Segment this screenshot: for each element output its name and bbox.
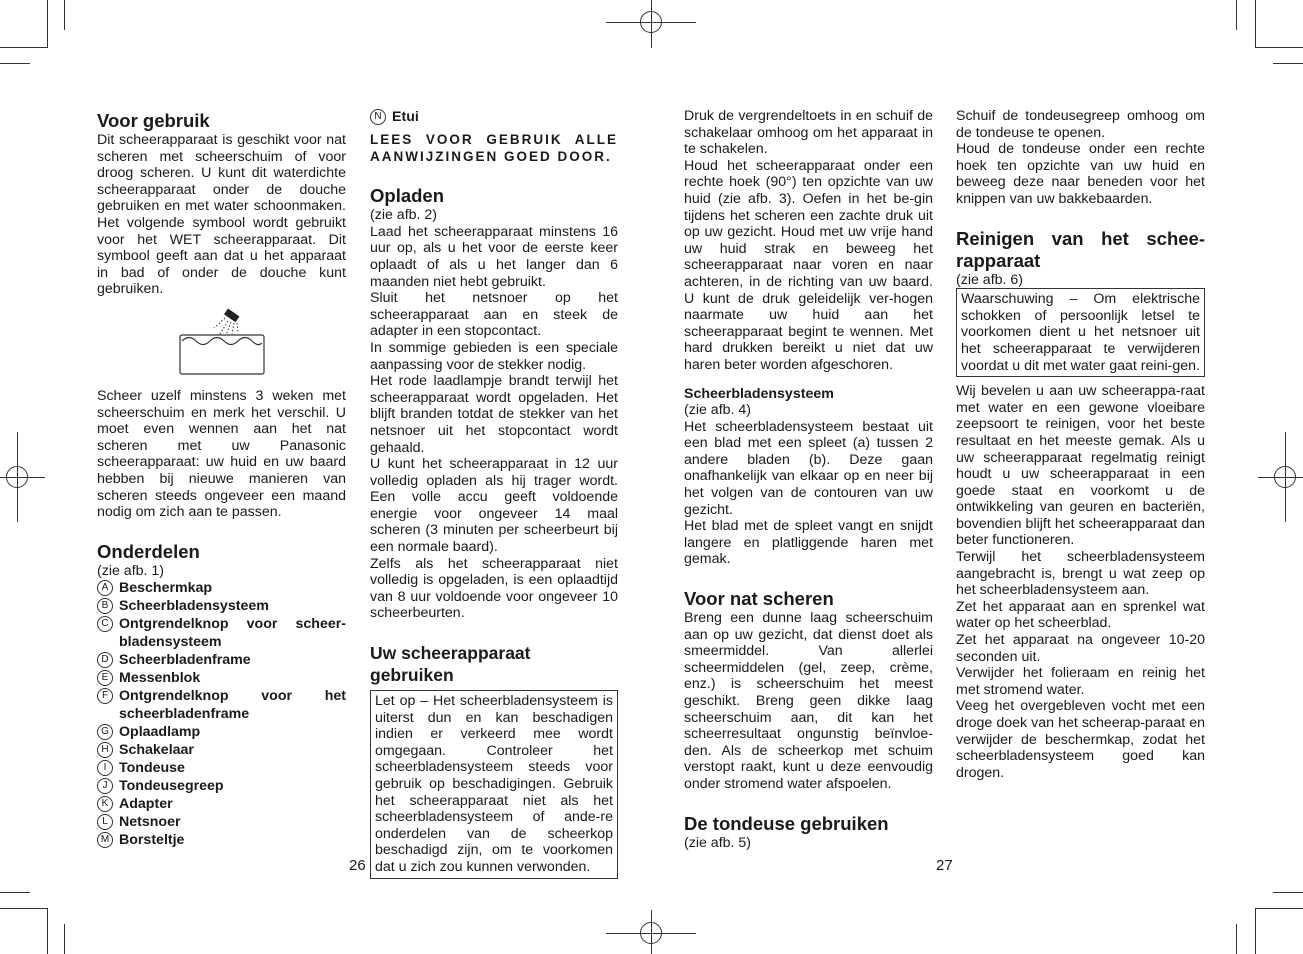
paragraph: U kunt het scheerapparaat in 12 uur volledig opladen als hij trager wordt. Een volle accu geeft voldoende energie voor ongeveer 14 maal scheren (3 minuten per scheerbeurt bij een normale baard). bbox=[370, 456, 618, 556]
section-title-tondeuse: De tondeuse gebruiken bbox=[684, 812, 889, 834]
column-2 bbox=[370, 108, 618, 879]
warning-text: Waarschuwing – Om elektrische schokken of persoonlijk letsel te voorkomen dient u het netsnoer uit het scheerapparaat te verwijderen voordat u dit met water gaat reini-gen. bbox=[961, 291, 1200, 374]
paragraph: Scheer uzelf minstens 3 weken met scheerschuim en merk het verschil. U moet even wennen aan het nat scheren met uw Panasonic scheerapparaat: uw huid en uw baard hebben bij nieuwe manieren van scheren steeds ongeveer een maand nodig om zich aan te passen. bbox=[97, 387, 346, 521]
figure-reference: (zie afb. 5) bbox=[684, 834, 752, 851]
list-item: M Borsteltje bbox=[97, 831, 346, 849]
subsection-title: Scheerbladensysteem bbox=[684, 385, 834, 402]
paragraph: Breng een dunne laag scheerschuim aan op uw gezicht, dat dienst doet als smeermiddel. Van allerlei scheermiddelen (gel, zeep, crème, enz.) is scheerschuim het meest geschikt. Breng geen dikke laag scheerschuim aan, dit kan het scheerresultaat ongunstig beïnvloe-den. Als de scheerkop met schuim verstopt raakt, kunt u deze eenvoudig onder stromend water afspoelen. bbox=[684, 610, 933, 792]
figure-reference: (zie afb. 1) bbox=[97, 562, 165, 579]
list-item: E Messenblok bbox=[97, 669, 346, 687]
paragraph: Terwijl het scheerbladensysteem aangebracht is, brengt u wat zeep op het scheerbladensysteem aan. bbox=[956, 549, 1205, 599]
caution-text: Let op – Het scheerbladensysteem is uiterst dun en kan beschadigen indien er verkeerd mee wordt omgegaan. Controleer het scheerbladensysteem steeds voor gebruik op beschadigingen. Gebruik het scheerapparaat niet als het scheerbladensysteem of ande-re onderdelen van de scheerkop beschadigd zijn, om te voorkomen dat u zich zou kunnen verwonden. bbox=[375, 693, 613, 875]
list-item: N Etui bbox=[370, 108, 618, 126]
section-title-reinigen: Reinigen van het schee-rapparaat bbox=[956, 227, 1205, 271]
section-title-voor-gebruik: Voor gebruik bbox=[97, 110, 210, 131]
section-title-nat-scheren: Voor nat scheren bbox=[684, 588, 834, 610]
section-title-opladen: Opladen bbox=[370, 185, 445, 207]
list-item: A Beschermkap bbox=[97, 579, 346, 597]
paragraph: Druk de vergrendeltoets in en schuif de schakelaar omhoog om het apparaat in te schakelen. bbox=[684, 108, 933, 158]
figure-reference: (zie afb. 6) bbox=[956, 271, 1024, 288]
parts-list bbox=[97, 579, 346, 849]
figure-reference: (zie afb. 4) bbox=[684, 402, 752, 419]
paragraph: Het blad met de spleet vangt en snijdt langere en platliggende haren met gemak. bbox=[684, 518, 933, 568]
list-item: H Schakelaar bbox=[97, 741, 346, 759]
parts-list-continued bbox=[370, 108, 618, 126]
list-item: K Adapter bbox=[97, 795, 346, 813]
section-title-onderdelen: Onderdelen bbox=[97, 540, 200, 562]
paragraph: Houd de tondeuse onder een rechte hoek ten opzichte van uw huid en beweeg deze naar beneden voor het knippen van uw bakkebaarden. bbox=[956, 141, 1205, 207]
paragraph: Het rode laadlampje brandt terwijl het scheerapparaat wordt opgeladen. Het blijft branden totdat de stekker van het netsnoer uit het stopcontact wordt gehaald. bbox=[370, 373, 618, 456]
column-4 bbox=[956, 108, 1205, 781]
paragraph: Dit scheerapparaat is geschikt voor nat scheren met scheerschuim of voor droog scheren. U kunt dit waterdichte scheerapparaat onder de douche gebruiken en met water schoonmaken. Het volgende symbool wordt gebruikt voor het WET scheerapparaat. Dit symbool geeft aan dat u het apparaat in bad of onder de douche kunt gebruiken. bbox=[97, 132, 346, 298]
list-item: G Oplaadlamp bbox=[97, 723, 346, 741]
column-1 bbox=[97, 110, 346, 849]
section-title-gebruiken: Uw scheerapparaat gebruiken bbox=[370, 643, 531, 686]
page-number: 26 bbox=[349, 857, 366, 874]
list-item: D Scheerbladenframe bbox=[97, 651, 346, 669]
paragraph: Schuif de tondeusegreep omhoog om de tondeuse te openen. bbox=[956, 108, 1205, 141]
list-item: J Tondeusegreep bbox=[97, 777, 346, 795]
paragraph: Zelfs als het scheerapparaat niet volledig is opgeladen, is een oplaadtijd van 8 uur voldoende voor ongeveer 10 scheerbeurten. bbox=[370, 555, 618, 622]
paragraph: Zet het apparaat aan en sprenkel wat water op het scheerblad. bbox=[956, 598, 1205, 632]
caution-box bbox=[370, 690, 618, 879]
figure-reference: (zie afb. 2) bbox=[370, 207, 438, 224]
paragraph: Wij bevelen u aan uw scheerappa-raat met water en een gewone vloeibare zeepsoort te reinigen, voor het beste resultaat en het meeste gemak. Als u uw scheerapparaat regelmatig reinigt houdt u uw scheerapparaat in een goede staat en voorkomt u de ontwikkeling van geuren en bacteriën, bovendien blijft het scheerapparaat dan beter functioneren. bbox=[956, 383, 1205, 549]
list-item: I Tondeuse bbox=[97, 759, 346, 777]
paragraph: Zet het apparaat na ongeveer 10-20 seconden uit. bbox=[956, 632, 1205, 665]
list-item: F Ontgrendelknop voor het scheerbladenframe bbox=[97, 687, 346, 723]
paragraph: In sommige gebieden is een speciale aanpassing voor de stekker nodig. bbox=[370, 339, 618, 373]
list-item: L Netsnoer bbox=[97, 813, 346, 831]
list-item: B Scheerbladensysteem bbox=[97, 597, 346, 615]
column-3 bbox=[684, 108, 933, 851]
paragraph: Laad het scheerapparaat minstens 16 uur op, als u het voor de eerste keer oplaadt of als u het langer dan 6 maanden niet hebt gebruikt. bbox=[370, 223, 618, 290]
warning-caps: LEES VOOR GEBRUIK ALLE AANWIJZINGEN GOED DOOR. bbox=[370, 132, 618, 164]
paragraph: Sluit het netsnoer op het scheerapparaat aan en steek de adapter in een stopcontact. bbox=[370, 290, 618, 340]
paragraph: Verwijder het folieraam en reinig het met stromend water. bbox=[956, 665, 1205, 698]
paragraph: Houd het scheerapparaat onder een rechte hoek (90°) ten opzichte van uw huid (zie afb. 3). Oefen in het be-gin tijdens het scheren een zachte druk uit op uw gezicht. Houd met uw vrije hand uw huid strak en beweeg het scheerapparaat naar voren en naar achteren, in de richting van uw baard. U kunt de druk geleidelijk ver-hogen naarmate uw huid aan het scheerapparaat begint te wennen. Met hard drukken bereikt u niet dat uw haren beter worden afgeschoren. bbox=[684, 157, 933, 373]
paragraph: Het scheerbladensysteem bestaat uit een blad met een spleet (a) tussen 2 andere bladen (b). Deze gaan onafhankelijk van elkaar op en neer bij het volgen van de contouren van uw gezicht. bbox=[684, 418, 933, 518]
wet-symbol-icon bbox=[97, 298, 346, 388]
paragraph: Veeg het overgebleven vocht met een droge doek van het scheerap-paraat en verwijder de beschermkap, zodat het scheerbladensysteem goed kan drogen. bbox=[956, 698, 1205, 781]
list-item: C Ontgrendelknop voor scheer-bladensysteem bbox=[97, 615, 346, 651]
page-number: 27 bbox=[936, 857, 953, 874]
warning-box bbox=[956, 288, 1205, 377]
